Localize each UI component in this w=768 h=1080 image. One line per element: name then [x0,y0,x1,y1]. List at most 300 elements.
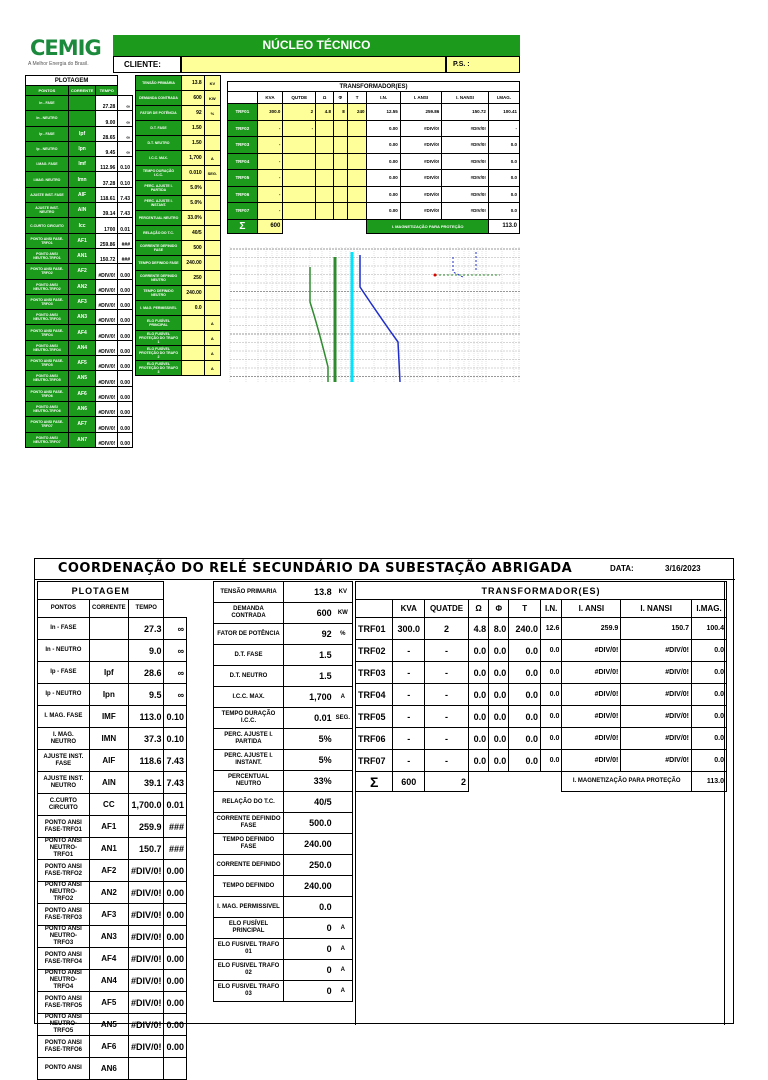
lower-param-value: 5% [284,729,334,750]
lower-plot-label: AJUSTE INST. FASE [38,750,90,772]
top-trf-header: I.N. [367,92,400,104]
top-param-unit: KV [204,76,220,91]
top-trf-cell: #DIV/0! [442,153,489,170]
lower-param-value: 13.8 [284,582,334,603]
top-plot-corrente: #DIV/0! [96,310,118,325]
lower-plot-label: PONTO ANSI NEUTRO-TRFO2 [38,882,90,904]
lower-plot-label: I. MAG. NEUTRO [38,728,90,750]
top-param-unit [204,121,220,136]
top-param-label: D.T. NEUTRO [136,136,182,151]
lower-plot-row [38,860,187,882]
lower-param-row [214,582,353,603]
top-trf-row [228,186,520,203]
lower-plot-corrente: 39.1 [128,772,164,794]
top-trf-cell [347,153,367,170]
lower-plot-tempo: ### [164,816,187,838]
lower-param-row [214,687,353,708]
top-col-tempo: TEMPO [96,86,118,96]
top-trf-cell: - [257,137,283,154]
lower-plot-code: AN5 [89,1014,128,1036]
lower-param-row [214,876,353,897]
top-plot-code: AN2 [68,279,95,294]
lower-param-unit [334,771,353,792]
lower-plot-tempo: 0.00 [164,882,187,904]
top-plot-tempo: 0.00 [118,386,133,401]
lower-trf-cell: 0.0 [469,684,489,706]
top-param-value[interactable] [182,361,205,376]
lower-trf-cell: - [425,728,469,750]
lower-plot-row [38,992,187,1014]
top-plot-label: AJUSTE INST. NEUTRO [26,203,69,218]
top-param-row [136,136,221,151]
lower-trf-cell: #DIV/0! [562,662,621,684]
top-plot-code: AIF [68,187,95,202]
top-param-row [136,271,221,286]
lower-plot-row [38,970,187,992]
lower-plot-code: AF5 [89,992,128,1014]
top-trf-cell: 12.55 [367,104,400,121]
lower-param-unit [334,855,353,876]
top-trf-cell: TRF01 [228,104,258,121]
lower-param-value: 0 [284,981,334,1002]
top-plot-label: AJUSTE INST. FASE [26,187,69,202]
lower-plot-tempo: ∞ [164,618,187,640]
top-param-label: PERC. AJUSTE I. INSTANT. [136,196,182,211]
lower-plot-tempo: 0.00 [164,948,187,970]
lower-trf-cell: 0.0 [509,684,541,706]
lower-param-value: 33% [284,771,334,792]
lower-trf-header: I.N. [540,600,561,618]
lower-plot-label: PONTO ANSI NEUTRO-TRFO1 [38,838,90,860]
top-plot-corrente: 112.96 [96,157,118,172]
lower-param-row [214,939,353,960]
lower-trf-row [356,662,727,684]
graph-grid [230,247,520,382]
top-param-value[interactable]: 1.50 [182,121,205,136]
top-plot-tempo: 0.00 [118,294,133,309]
lower-param-label: I.C.C. MAX. [214,687,284,708]
lower-plot-corrente: 9.5 [128,684,164,706]
lower-trf-cell: 150.7 [621,618,692,640]
top-plot-code: AN4 [68,340,95,355]
top-param-value[interactable] [182,346,205,361]
top-trf-table [227,81,520,234]
top-trf-header: Φ [333,92,347,104]
lower-trf-cell: 0.0 [540,750,561,772]
top-plot-corrente: #DIV/0! [96,264,118,279]
top-param-row [136,76,221,91]
lower-plot-label: I. MAG. FASE [38,706,90,728]
top-trf-cell [333,170,347,187]
lower-plot-label: PONTO ANSI FASE-TRFO4 [38,948,90,970]
top-param-row [136,241,221,256]
top-trf-cell [316,170,334,187]
lower-trf-cell: 0.0 [540,640,561,662]
lower-trf-cell: TRF02 [356,640,393,662]
lower-param-label: ELO FUSIVEL TRAFO 01 [214,939,284,960]
top-plot-code [68,111,95,126]
lower-param-row [214,771,353,792]
lower-param-row [214,960,353,981]
top-trf-cell: 150.72 [442,104,489,121]
top-param-unit [204,241,220,256]
top-param-unit: A [204,361,220,376]
lower-trf-header: Ω [469,600,489,618]
top-param-value[interactable]: 5.0% [182,181,205,196]
top-plot-corrente: 37.28 [96,172,118,187]
lower-trf-cell: - [425,706,469,728]
top-trf-cell: - [257,170,283,187]
lower-plot-corrente: #DIV/0! [128,926,164,948]
lower-trf-cell: - [393,684,425,706]
phase-curve [310,267,328,382]
top-param-value[interactable]: 5.0% [182,196,205,211]
lower-plot-tempo: 0.00 [164,970,187,992]
lower-plot-label: PONTO ANSI [38,1058,90,1080]
top-param-unit: A [204,346,220,361]
lower-trf-cell: #DIV/0! [621,684,692,706]
top-trf-cell: 100.41 [488,104,519,121]
top-param-row [136,226,221,241]
lower-trf-cell: TRF04 [356,684,393,706]
top-plot-corrente: #DIV/0! [96,279,118,294]
lower-param-unit: A [334,981,353,1002]
top-plot-tempo: ∞ [118,126,133,141]
lower-param-unit [334,813,353,834]
top-plot-code: AN5 [68,371,95,386]
lower-param-label: I. MAG. PERMISSIVEL [214,897,284,918]
top-trf-cell [283,203,316,220]
lower-param-unit: A [334,918,353,939]
lower-param-label: DEMANDA CONTRADA [214,603,284,624]
lower-plot-corrente: #DIV/0! [128,882,164,904]
lower-plot-label: PONTO ANSI NEUTRO-TRFO4 [38,970,90,992]
lower-trf-cell: 0.0 [469,750,489,772]
top-trf-header: QUTDE [283,92,316,104]
top-plot-row [26,126,133,141]
top-trf-cell [283,170,316,187]
top-trf-cell: #DIV/0! [442,120,489,137]
top-param-row [136,166,221,181]
lower-mag-value: 113.0 [692,772,727,792]
top-plot-tempo: 7.43 [118,203,133,218]
top-trf-row [228,170,520,187]
lower-plot-code: AIN [89,772,128,794]
lower-sigma: Σ [356,772,393,792]
lower-plot-code: AF4 [89,948,128,970]
top-param-value[interactable]: 33.0% [182,211,205,226]
top-param-value[interactable]: 92 [182,106,205,121]
lower-trf-cell: #DIV/0! [621,750,692,772]
lower-trf-cell: 0.0 [469,640,489,662]
lower-plot-label: In - FASE [38,618,90,640]
lower-plot-code: AN2 [89,882,128,904]
top-plot-label: PONTO ANSI FASE-TRFO6 [26,386,69,401]
lower-param-unit: A [334,939,353,960]
lower-trf-cell: 0.0 [469,728,489,750]
lower-plot-code: AF2 [89,860,128,882]
top-param-value[interactable]: 0.010 [182,166,205,181]
top-col-corrente: CORRENTE [68,86,95,96]
top-param-unit [204,271,220,286]
coordination-graph [230,247,520,382]
top-param-row [136,361,221,376]
lower-plot-row [38,728,187,750]
lower-param-value: 240.00 [284,834,334,855]
top-param-unit [204,286,220,301]
top-trf-cell [333,120,347,137]
top-param-label: PERCENTUAL NEUTRO [136,211,182,226]
top-plotagem-table [25,75,133,448]
lower-plot-tempo: 0.00 [164,926,187,948]
top-plot-corrente: #DIV/0! [96,371,118,386]
top-trf-cell: #DIV/0! [400,153,441,170]
lower-param-value: 0.0 [284,897,334,918]
lower-plot-label: In - NEUTRO [38,640,90,662]
lower-param-unit [334,792,353,813]
top-param-value[interactable]: 240.00 [182,286,205,301]
top-trf-header: T [347,92,367,104]
ansi-curve [453,252,476,277]
lower-trf-cell: - [393,640,425,662]
top-plot-tempo: ### [118,233,133,248]
top-trf-cell [316,186,334,203]
lower-param-unit: A [334,687,353,708]
top-param-row [136,181,221,196]
cliente-field[interactable] [181,56,446,73]
top-plot-tempo: 0.00 [118,417,133,432]
lower-plot-row [38,816,187,838]
lower-plot-tempo [164,1058,187,1080]
lower-plot-label: PONTO ANSI NEUTRO-TRFO5 [38,1014,90,1036]
top-param-value[interactable]: 0.0 [182,301,205,316]
top-trf-cell: 0.0 [488,203,519,220]
top-param-value[interactable]: 1.50 [182,136,205,151]
lower-param-value: 240.00 [284,876,334,897]
top-plotagem-title: PLOTAGEM [26,76,118,86]
lower-trf-cell: TRF06 [356,728,393,750]
lower-plot-row [38,684,187,706]
lower-plot-tempo: ∞ [164,662,187,684]
lower-trf-row [356,750,727,772]
lower-trf-cell: #DIV/0! [562,728,621,750]
lower-plot-row [38,838,187,860]
top-plot-code: Ipf [68,126,95,141]
top-plot-code: AF7 [68,417,95,432]
cliente-label: CLIENTE: [113,56,181,73]
lower-col-corrente: CORRENTE [89,600,128,618]
lower-param-value: 1.5 [284,645,334,666]
lower-plot-tempo: ∞ [164,684,187,706]
lower-plot-code [89,618,128,640]
lower-plot-tempo: ∞ [164,640,187,662]
top-param-label: ELO FUSÍVEL PROTEÇÃO DO TRAFO 1 [136,331,182,346]
lower-params-table [213,581,353,1002]
top-plot-label: PONTO ANSI NEUTRO-TRFO1 [26,248,69,263]
lower-plot-label: PONTO ANSI FASE-TRFO1 [38,816,90,838]
top-trf-cell: 0.0 [488,186,519,203]
top-plot-label: PONTO ANSI FASE-TRFO2 [26,264,69,279]
top-plot-row [26,218,133,233]
top-param-unit: SEG. [204,166,220,181]
lower-param-value: 0.01 [284,708,334,729]
top-plot-row [26,340,133,355]
top-plot-label: Ip - FASE [26,126,69,141]
logo-tagline: A Melhor Energia do Brasil. [28,61,89,67]
top-param-value[interactable] [182,316,205,331]
top-plot-tempo: 7.43 [118,187,133,202]
top-plot-corrente: 259.86 [96,233,118,248]
top-trf-cell: TRF02 [228,120,258,137]
top-param-value[interactable]: 500 [182,241,205,256]
lower-trf-cell: - [393,706,425,728]
top-param-row [136,211,221,226]
top-param-value[interactable]: 40/5 [182,226,205,241]
top-plot-row [26,172,133,187]
top-trf-cell: - [257,203,283,220]
top-trf-cell: - [488,120,519,137]
top-trf-cell [333,203,347,220]
top-param-label: FATOR DE POTÊNCIA [136,106,182,121]
lower-param-unit [334,645,353,666]
lower-param-row [214,729,353,750]
lower-param-unit: KW [334,603,353,624]
top-plot-label: PONTO ANSI FASE-TRFO5 [26,356,69,371]
lower-plot-row [38,882,187,904]
top-plot-tempo: 0.01 [118,218,133,233]
lower-trf-cell: - [393,662,425,684]
top-plot-label: I.MAG. NEUTRO [26,172,69,187]
top-trf-header: I. ANSI [400,92,441,104]
lower-param-label: TEMPO DURAÇÃO I.C.C. [214,708,284,729]
top-trf-header [228,92,258,104]
top-trf-cell [316,137,334,154]
top-plot-row [26,96,133,111]
lower-trf-cell: 0.0 [540,706,561,728]
ps-label: P.S. : [446,56,520,73]
lower-trf-cell: 8.0 [489,618,509,640]
top-param-value[interactable]: 250 [182,271,205,286]
top-sigma-total: 600 [257,219,283,233]
top-trf-cell: 240 [347,104,367,121]
top-trf-cell: #DIV/0! [442,137,489,154]
top-plot-row [26,264,133,279]
lower-param-row [214,708,353,729]
top-plot-row [26,111,133,126]
top-trf-cell: 0.00 [367,153,400,170]
lower-plot-label: AJUSTE INST. NEUTRO [38,772,90,794]
lower-plot-row [38,772,187,794]
top-param-value[interactable]: 600 [182,91,205,106]
top-trf-cell [283,153,316,170]
lower-plot-tempo: ### [164,838,187,860]
top-param-row [136,301,221,316]
top-plot-code: AN3 [68,310,95,325]
top-plot-tempo: ### [118,248,133,263]
lower-plot-tempo: 0.10 [164,728,187,750]
top-trf-cell: 0.00 [367,170,400,187]
lower-trf-cell: TRF07 [356,750,393,772]
top-plot-corrente: 27.28 [96,96,118,111]
top-trf-cell: 0.0 [488,153,519,170]
top-plot-corrente: #DIV/0! [96,340,118,355]
top-plot-corrente: #DIV/0! [96,356,118,371]
top-param-row [136,196,221,211]
top-param-unit [204,301,220,316]
lower-trf-header [356,600,393,618]
lower-param-unit [334,750,353,771]
lower-trf-cell: 0.0 [540,662,561,684]
top-plot-code: Imn [68,172,95,187]
lower-trf-cell: 0.0 [469,662,489,684]
top-plot-code: AF1 [68,233,95,248]
top-trf-cell: 0.00 [367,203,400,220]
lower-plotagem-table [37,581,187,1080]
lower-trf-cell: 0.0 [692,684,727,706]
lower-trf-cell: 0.0 [509,662,541,684]
top-trf-cell: TRF06 [228,186,258,203]
top-plot-corrente: #DIV/0! [96,432,118,447]
top-plot-corrente: #DIV/0! [96,417,118,432]
lower-param-value: 5% [284,750,334,771]
lower-plot-corrente: 150.7 [128,838,164,860]
top-plot-row [26,310,133,325]
lower-trf-table [355,581,727,792]
top-trf-cell [316,153,334,170]
top-plot-corrente: 9.00 [96,111,118,126]
top-plot-row [26,371,133,386]
top-param-row [136,316,221,331]
lower-trf-header: I. ANSI [562,600,621,618]
top-trf-header: KVA [257,92,283,104]
top-plot-code: Ipn [68,141,95,156]
top-plot-tempo: ∞ [118,111,133,126]
lower-plot-row [38,706,187,728]
lower-param-row [214,813,353,834]
top-plot-tempo: 0.00 [118,310,133,325]
top-param-value[interactable]: 13.8 [182,76,205,91]
top-plot-row [26,356,133,371]
top-trf-cell [333,153,347,170]
top-param-value[interactable]: 1,700 [182,151,205,166]
lower-param-value: 0 [284,939,334,960]
top-param-unit: A [204,151,220,166]
top-plot-tempo: ∞ [118,96,133,111]
lower-plot-code: IMN [89,728,128,750]
top-param-value[interactable]: 240.00 [182,256,205,271]
top-param-value[interactable] [182,331,205,346]
top-trf-cell: - [257,186,283,203]
logo-text: CEMIG [30,36,101,60]
top-param-label: PERC. AJUSTE I. PARTIDA [136,181,182,196]
top-trf-cell: 300.0 [257,104,283,121]
top-plot-corrente: 9.45 [96,141,118,156]
lower-param-unit: A [334,960,353,981]
lower-param-unit [334,834,353,855]
lower-trf-cell: - [425,640,469,662]
top-param-row [136,91,221,106]
lower-trf-cell: 259.9 [562,618,621,640]
top-param-row [136,106,221,121]
top-plot-row [26,157,133,172]
lower-param-row [214,981,353,1002]
lower-trf-header: Φ [489,600,509,618]
lower-plot-row [38,1058,187,1080]
lower-plot-row [38,640,187,662]
lower-trf-header: T [509,600,541,618]
lower-plot-corrente: #DIV/0! [128,1036,164,1058]
top-param-label: I. MAG. PERMISSIVEL [136,301,182,316]
